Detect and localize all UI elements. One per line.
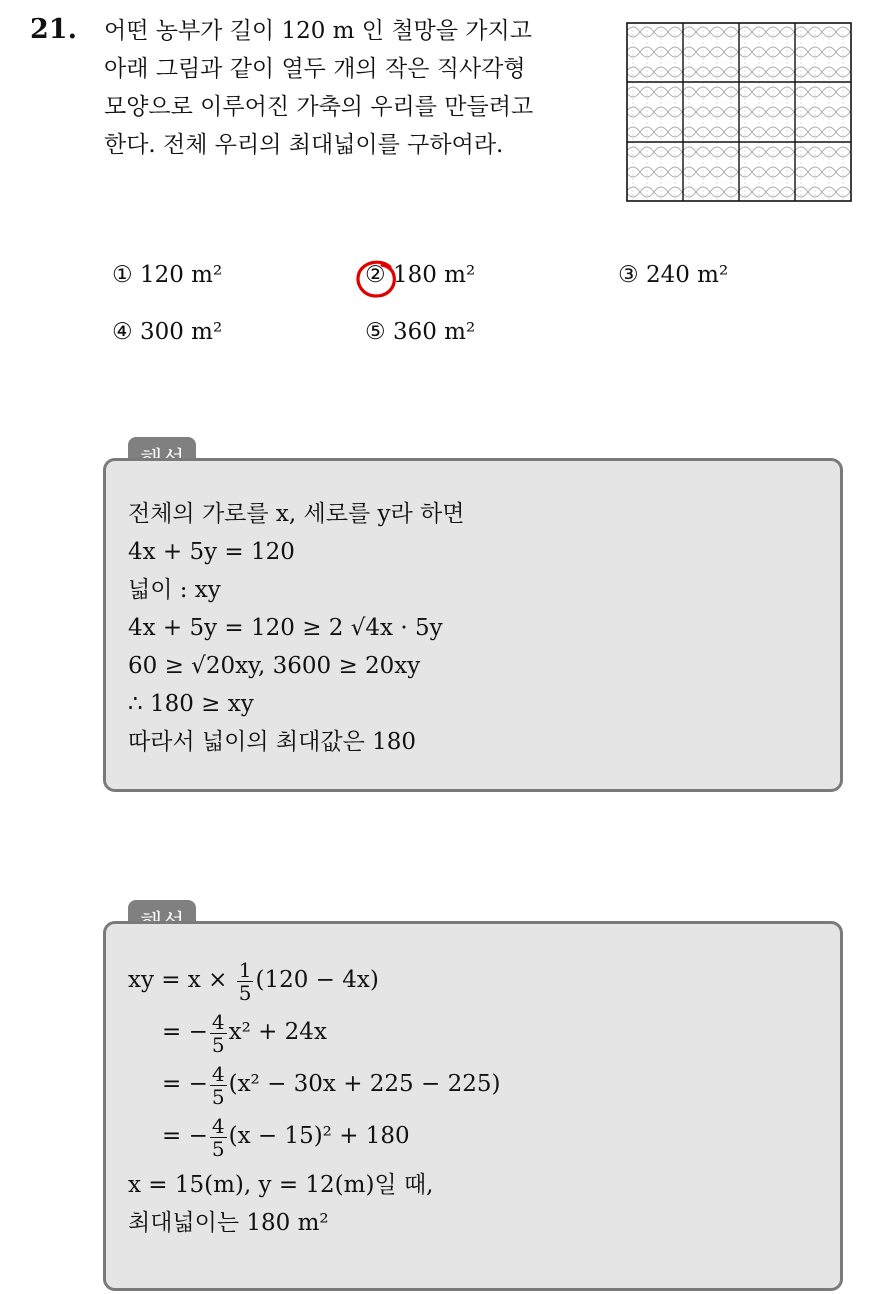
solution-box-1: [103, 458, 843, 792]
choice-number: ①: [112, 262, 133, 288]
equation-line: = − $\frac{4}{5}$ x² + 24x: [162, 1009, 327, 1057]
choice-text: 120 m²: [139, 262, 223, 288]
answer-circle-mark: [354, 259, 400, 299]
choice-text: 300 m²: [139, 319, 223, 345]
solution-line: 4x + 5y = 120 ≥ 2 √4x · 5y: [128, 615, 443, 641]
fraction: $\frac{4}{5}$: [211, 1061, 225, 1109]
question-line: 아래 그림과 같이 열두 개의 작은 직사각형: [104, 56, 526, 82]
fraction: $\frac{1}{5}$: [238, 957, 252, 1005]
solution-line: 최대넓이는 180 m²: [128, 1210, 329, 1236]
choice-text: 240 m²: [645, 262, 729, 288]
solution-line: ∴ 180 ≥ xy: [128, 691, 254, 717]
solution-box-2: [103, 921, 843, 1291]
fence-grid-figure: [626, 22, 852, 202]
choice-text: 180 m²: [392, 262, 476, 288]
equation-line: [128, 954, 500, 1006]
choice-number: ②: [365, 262, 386, 288]
question-number: 21.: [30, 14, 77, 45]
solution-line: 60 ≥ √20xy, 3600 ≥ 20xy: [128, 653, 421, 679]
solution-2-body: [128, 954, 500, 1242]
choice-number: ④: [112, 319, 133, 345]
choice-text: 360 m²: [392, 319, 476, 345]
fraction: $\frac{4}{5}$: [211, 1009, 225, 1057]
choice-4[interactable]: [112, 319, 222, 345]
question-text: [104, 12, 604, 164]
question-line: 모양으로 이루어진 가축의 우리를 만들려고: [104, 94, 534, 120]
solution-line: 전체의 가로를 x, 세로를 y라 하면: [128, 501, 465, 527]
equation-line: = − $\frac{4}{5}$ (x − 15)² + 180: [162, 1113, 410, 1161]
choice-number: ③: [618, 262, 639, 288]
solution-line: x = 15(m), y = 12(m)일 때,: [128, 1172, 434, 1198]
solution-line: 따라서 넓이의 최대값은 180: [128, 729, 417, 755]
solution-line: 4x + 5y = 120: [128, 539, 295, 565]
question-line: 한다. 전체 우리의 최대넓이를 구하여라.: [104, 132, 504, 158]
equation-line: = − $\frac{4}{5}$ (x² − 30x + 225 − 225): [162, 1061, 501, 1109]
equation-left: xy = x ×: [128, 967, 228, 993]
solution-1-body: [128, 495, 464, 761]
fraction: $\frac{4}{5}$: [211, 1113, 225, 1161]
choice-3[interactable]: [618, 262, 728, 288]
choice-5[interactable]: [365, 319, 475, 345]
solution-line: 넓이 : xy: [128, 577, 221, 603]
choice-number: ⑤: [365, 319, 386, 345]
question-line: 어떤 농부가 길이 120 m 인 철망을 가지고: [104, 18, 532, 44]
choice-1[interactable]: [112, 262, 222, 288]
equation-right: (120 − 4x): [255, 967, 379, 993]
